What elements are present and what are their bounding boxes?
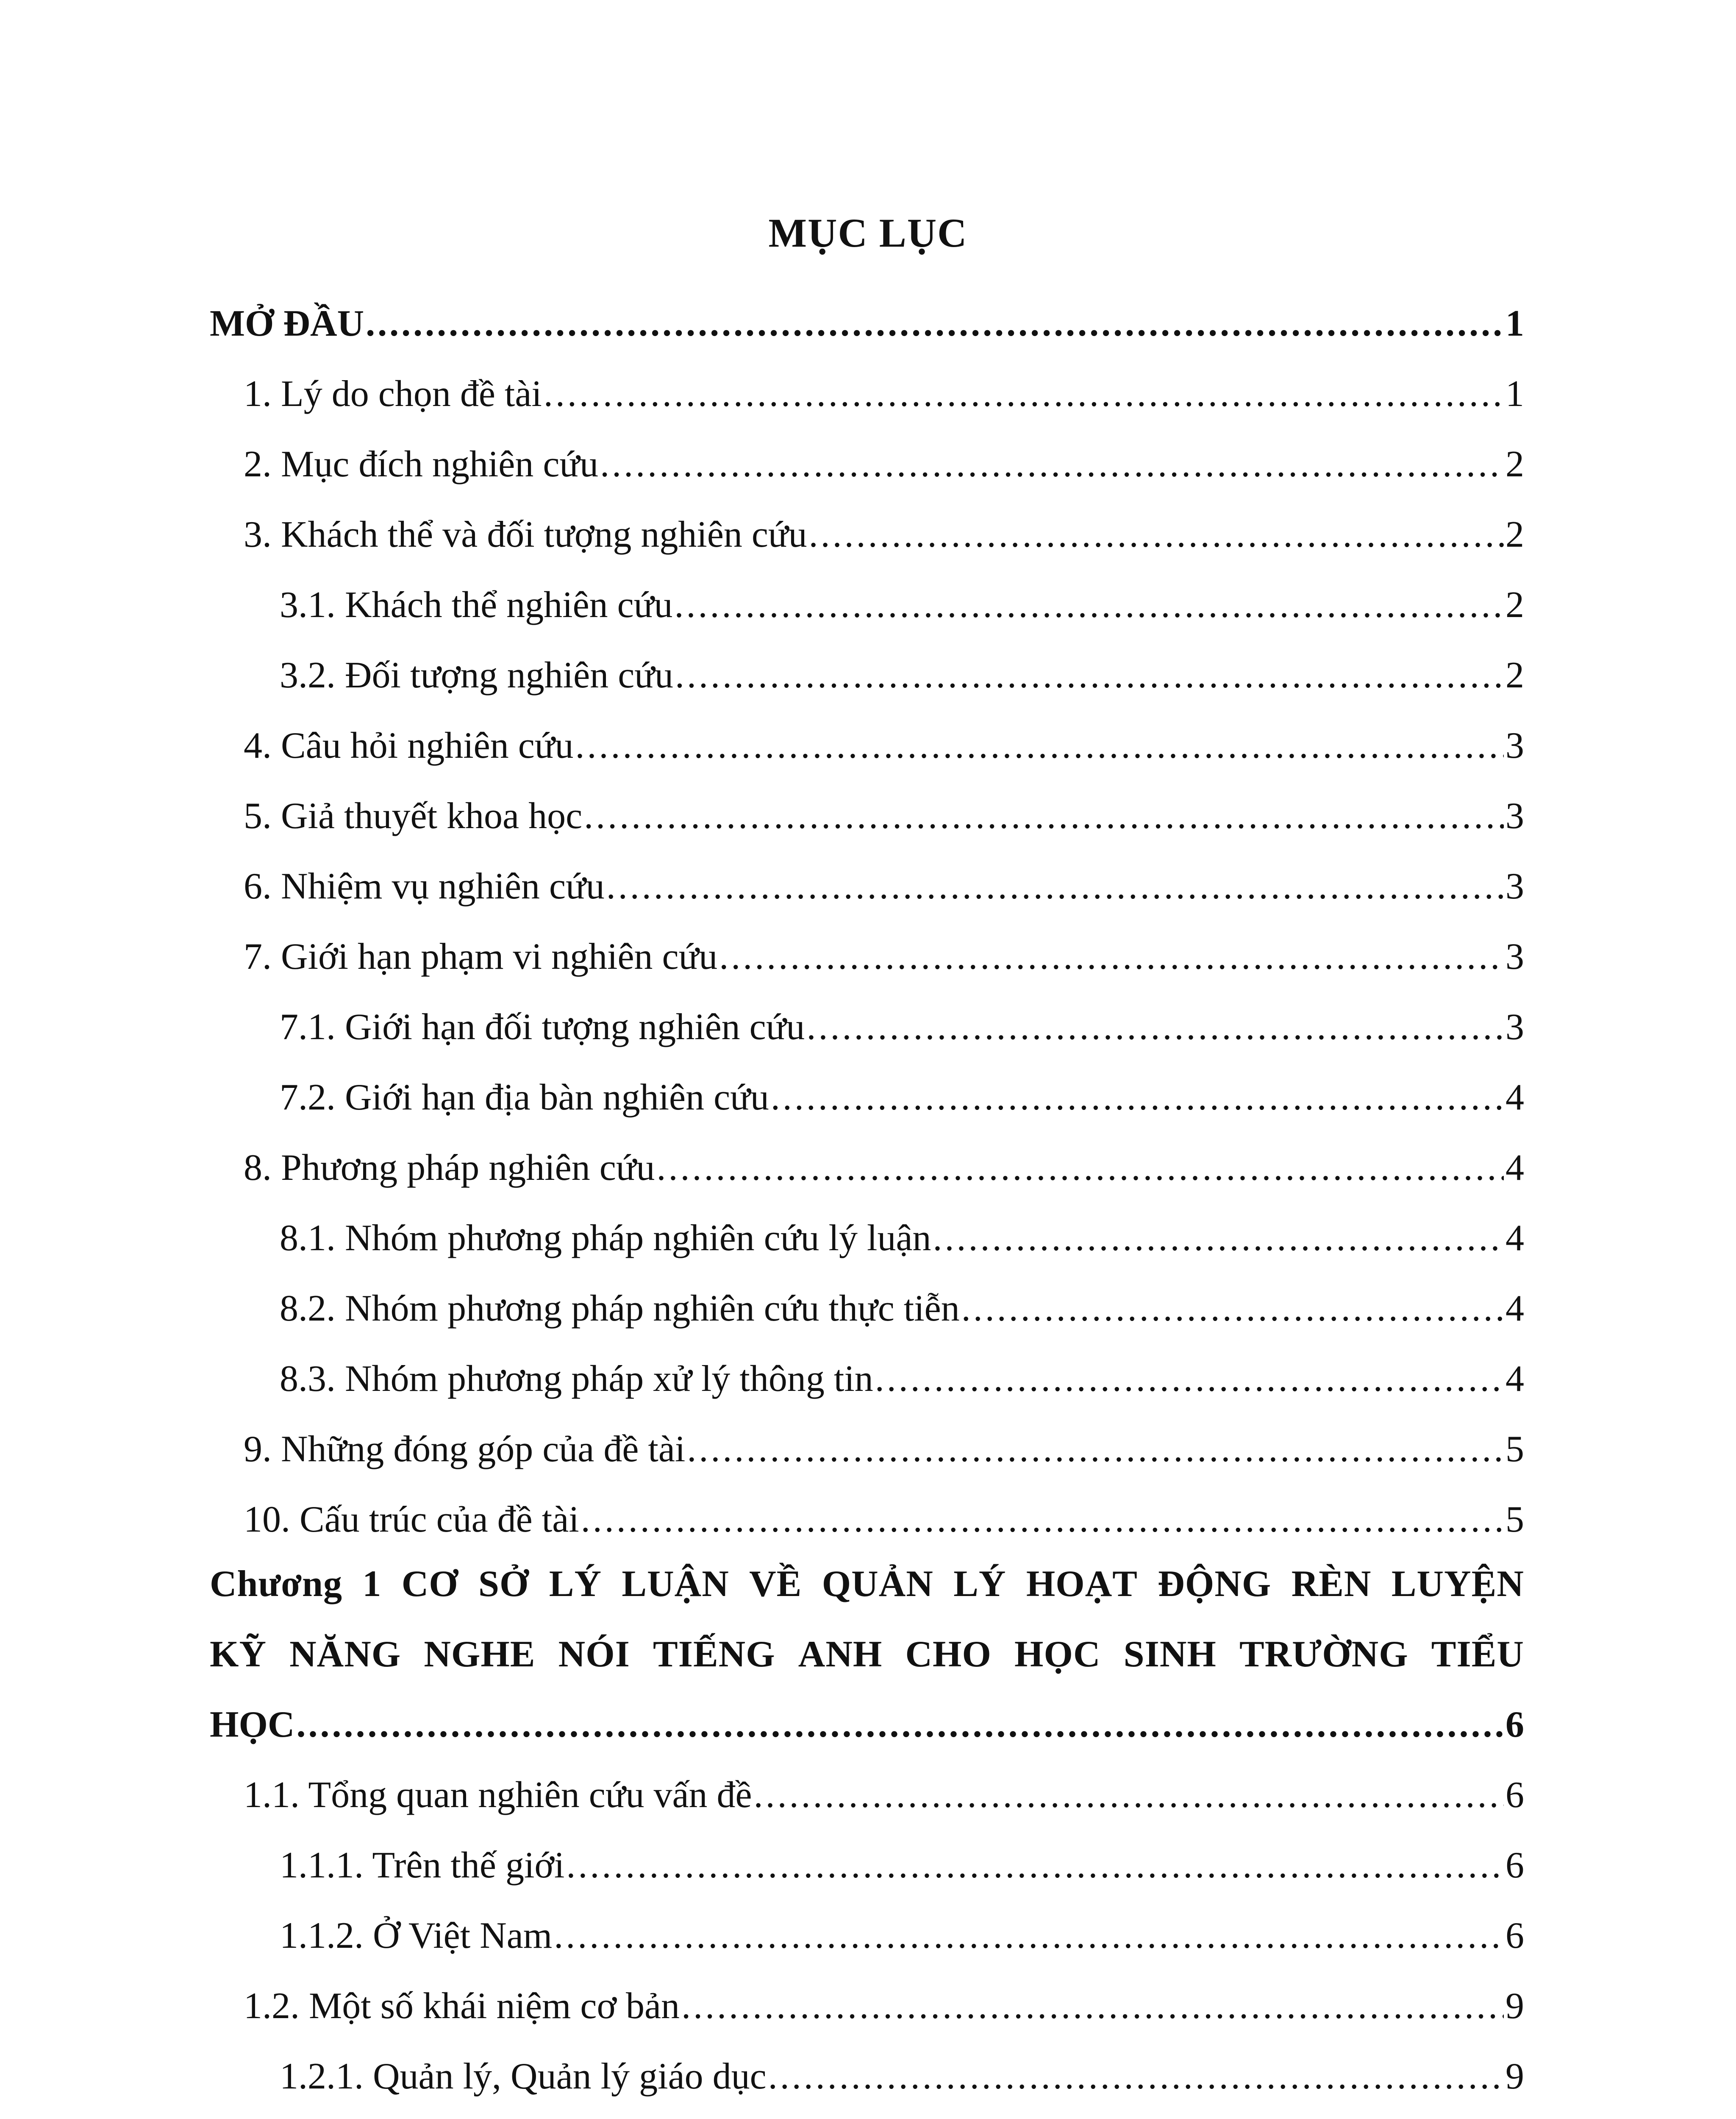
toc-entry-label: 3.1. Khách thể nghiên cứu: [280, 584, 673, 626]
dot-leader: [657, 1133, 1504, 1203]
dot-leader: [606, 851, 1504, 922]
toc-subentry[interactable]: [280, 1344, 1524, 1414]
toc-entry-label: 7.2. Giới hạn địa bàn nghiên cứu: [280, 1077, 769, 1118]
chapter-word: RÈN: [1291, 1563, 1372, 1605]
toc-entry[interactable]: [244, 1133, 1524, 1203]
dot-leader: [581, 1485, 1504, 1555]
chapter-word: SINH: [1123, 1634, 1217, 1675]
toc-entry-label: 3.2. Đối tượng nghiên cứu: [280, 655, 673, 696]
toc-subentry[interactable]: [280, 1830, 1524, 1901]
toc-entry-page: 3: [1505, 866, 1524, 907]
toc-entry[interactable]: [244, 851, 1524, 922]
toc-entry[interactable]: [244, 1760, 1524, 1830]
toc-entry-page: 3: [1505, 725, 1524, 766]
toc-entry-page: 2: [1505, 514, 1524, 555]
toc-entry-page: 6: [1505, 1704, 1524, 1745]
toc-entry[interactable]: [244, 359, 1524, 429]
chapter-word: NGHE: [424, 1634, 536, 1675]
chapter-word: NĂNG: [289, 1634, 401, 1675]
toc-entry-page: 9: [1505, 2056, 1524, 2097]
toc-entry[interactable]: [244, 711, 1524, 781]
toc-entry-page: 5: [1505, 1429, 1524, 1470]
toc-entry[interactable]: [244, 922, 1524, 992]
toc-entry-label: 6. Nhiệm vụ nghiên cứu: [244, 866, 605, 907]
toc-entry-label: 1.2. Một số khái niệm cơ bản: [244, 1986, 680, 2027]
toc-entry-page: 6: [1505, 1845, 1524, 1886]
toc-entry-mo-dau[interactable]: [210, 289, 1524, 359]
toc-entry-page: 2: [1505, 444, 1524, 485]
dot-leader: [566, 1830, 1504, 1901]
dot-leader: [933, 1203, 1504, 1274]
toc-entry-page: 4: [1505, 1077, 1524, 1118]
dot-leader: [754, 1760, 1504, 1830]
toc-entry-page: 9: [1505, 1986, 1524, 2027]
dot-leader: [674, 570, 1504, 640]
chapter-word: TRƯỜNG: [1239, 1634, 1408, 1675]
toc-entry-page: 4: [1505, 1147, 1524, 1188]
toc-entry-page: 4: [1505, 1218, 1524, 1259]
chapter-word: ANH: [798, 1634, 883, 1675]
dot-leader: [681, 1971, 1504, 2041]
chapter-word: ĐỘNG: [1158, 1563, 1272, 1605]
chapter-word: HỌC: [1014, 1634, 1101, 1675]
chapter-word: TIỂU: [1431, 1634, 1524, 1675]
dot-leader: [554, 1901, 1504, 1971]
dot-leader: [771, 1062, 1504, 1133]
chapter-heading-line-2[interactable]: [210, 1619, 1524, 1690]
chapter-word: TIẾNG: [653, 1634, 775, 1675]
toc-entry[interactable]: [244, 1485, 1524, 1555]
toc-subentry[interactable]: [280, 1901, 1524, 1971]
chapter-word: CHO: [905, 1634, 992, 1675]
chapter-word: Chương: [210, 1563, 342, 1605]
toc-entry-label: MỞ ĐẦU: [210, 303, 364, 344]
toc-entry-label: 3. Khách thể và đối tượng nghiên cứu: [244, 514, 807, 555]
dot-leader: [575, 711, 1504, 781]
chapter-word: NÓI: [558, 1634, 630, 1675]
toc-entry-label: 1.1. Tổng quan nghiên cứu vấn đề: [244, 1774, 752, 1816]
toc-entry-page: 1: [1505, 373, 1524, 414]
dot-leader: [675, 640, 1504, 711]
toc-entry-label: 7.1. Giới hạn đối tượng nghiên cứu: [280, 1007, 805, 1048]
toc-entry-page: 3: [1505, 795, 1524, 837]
toc-entry-page: 3: [1505, 936, 1524, 977]
toc-entry[interactable]: [244, 1414, 1524, 1485]
toc-entry-label: 1. Lý do chọn đề tài: [244, 373, 542, 414]
toc-entry-label: [280, 2112, 525, 2119]
dot-leader: [366, 289, 1504, 359]
toc-entry-label: 2. Mục đích nghiên cứu: [244, 444, 599, 485]
toc-subentry[interactable]: [280, 2041, 1524, 2112]
chapter-heading-line-3[interactable]: [210, 1690, 1524, 1760]
toc-entry-label: 1.1.2. Ở Việt Nam: [280, 1915, 553, 1956]
dot-leader: [809, 500, 1504, 570]
toc-subentry[interactable]: [280, 2112, 1524, 2119]
toc-entry-label: 10. Cấu trúc của đề tài: [244, 1499, 579, 1540]
toc-entry-page: 1: [1505, 303, 1524, 344]
chapter-heading-line-1[interactable]: [210, 1549, 1524, 1619]
chapter-word: KỸ: [210, 1634, 267, 1675]
toc-entry-label: 1.2.1. Quản lý, Quản lý giáo dục: [280, 2056, 767, 2097]
toc-entry-label: 8. Phương pháp nghiên cứu: [244, 1147, 655, 1188]
toc-entry[interactable]: [244, 429, 1524, 500]
toc-entry-page: 6: [1505, 1915, 1524, 1956]
toc-entry-label: 1.1.1. Trên thế giới: [280, 1845, 565, 1886]
toc-entry-page: 4: [1505, 1288, 1524, 1329]
dot-leader: [600, 429, 1504, 500]
toc-entry-page: 5: [1505, 1499, 1524, 1540]
toc-entry-page: 2: [1505, 584, 1524, 626]
toc-subentry[interactable]: [280, 1203, 1524, 1274]
dot-leader: [806, 992, 1504, 1062]
toc-subentry[interactable]: [280, 1274, 1524, 1344]
chapter-word: LUẬN: [622, 1563, 729, 1605]
toc-subentry[interactable]: [280, 640, 1524, 711]
dot-leader: [544, 359, 1504, 429]
toc-entry-label: 8.2. Nhóm phương pháp nghiên cứu thực tiễn: [280, 1288, 960, 1329]
chapter-word: SỞ: [478, 1563, 529, 1605]
chapter-word: LÝ: [953, 1563, 1006, 1605]
toc-subentry[interactable]: [280, 570, 1524, 640]
dot-leader: [527, 2112, 1485, 2119]
toc-entry-label: 9. Những đóng góp của đề tài: [244, 1429, 686, 1470]
dot-leader: [719, 922, 1504, 992]
chapter-word: VỀ: [749, 1563, 802, 1605]
toc-subentry[interactable]: [280, 992, 1524, 1062]
toc-entry-page: [1487, 2112, 1524, 2119]
toc-entry-label: 7. Giới hạn phạm vi nghiên cứu: [244, 936, 718, 977]
toc-entry-label: 8.3. Nhóm phương pháp xử lý thông tin: [280, 1358, 873, 1399]
dot-leader: [584, 781, 1504, 851]
toc-entry-label: 5. Giả thuyết khoa học: [244, 795, 583, 837]
chapter-word: 1: [362, 1563, 382, 1605]
toc-subentry[interactable]: [280, 1062, 1524, 1133]
toc-entry[interactable]: [244, 1971, 1524, 2041]
chapter-word: QUẢN: [822, 1563, 933, 1605]
dot-leader: [961, 1274, 1504, 1344]
dot-leader: [687, 1414, 1504, 1485]
toc-entry-page: 6: [1505, 1774, 1524, 1816]
toc-entry-label: 8.1. Nhóm phương pháp nghiên cứu lý luận: [280, 1218, 931, 1259]
toc-entry[interactable]: [244, 781, 1524, 851]
chapter-word: HOẠT: [1026, 1563, 1138, 1605]
chapter-word: LUYỆN: [1391, 1563, 1524, 1605]
dot-leader: [296, 1690, 1504, 1760]
toc-entry-label: HỌC: [210, 1704, 295, 1745]
toc-entry[interactable]: [244, 500, 1524, 570]
chapter-word: CƠ: [401, 1563, 458, 1605]
toc-entry-page: 3: [1505, 1007, 1524, 1048]
toc-entry-label: 4. Câu hỏi nghiên cứu: [244, 725, 574, 766]
page-title: MỤC LỤC: [768, 210, 968, 256]
dot-leader: [875, 1344, 1504, 1414]
toc-entry-page: 2: [1505, 655, 1524, 696]
dot-leader: [768, 2041, 1504, 2112]
chapter-word: LÝ: [549, 1563, 602, 1605]
toc-entry-page: 4: [1505, 1358, 1524, 1399]
